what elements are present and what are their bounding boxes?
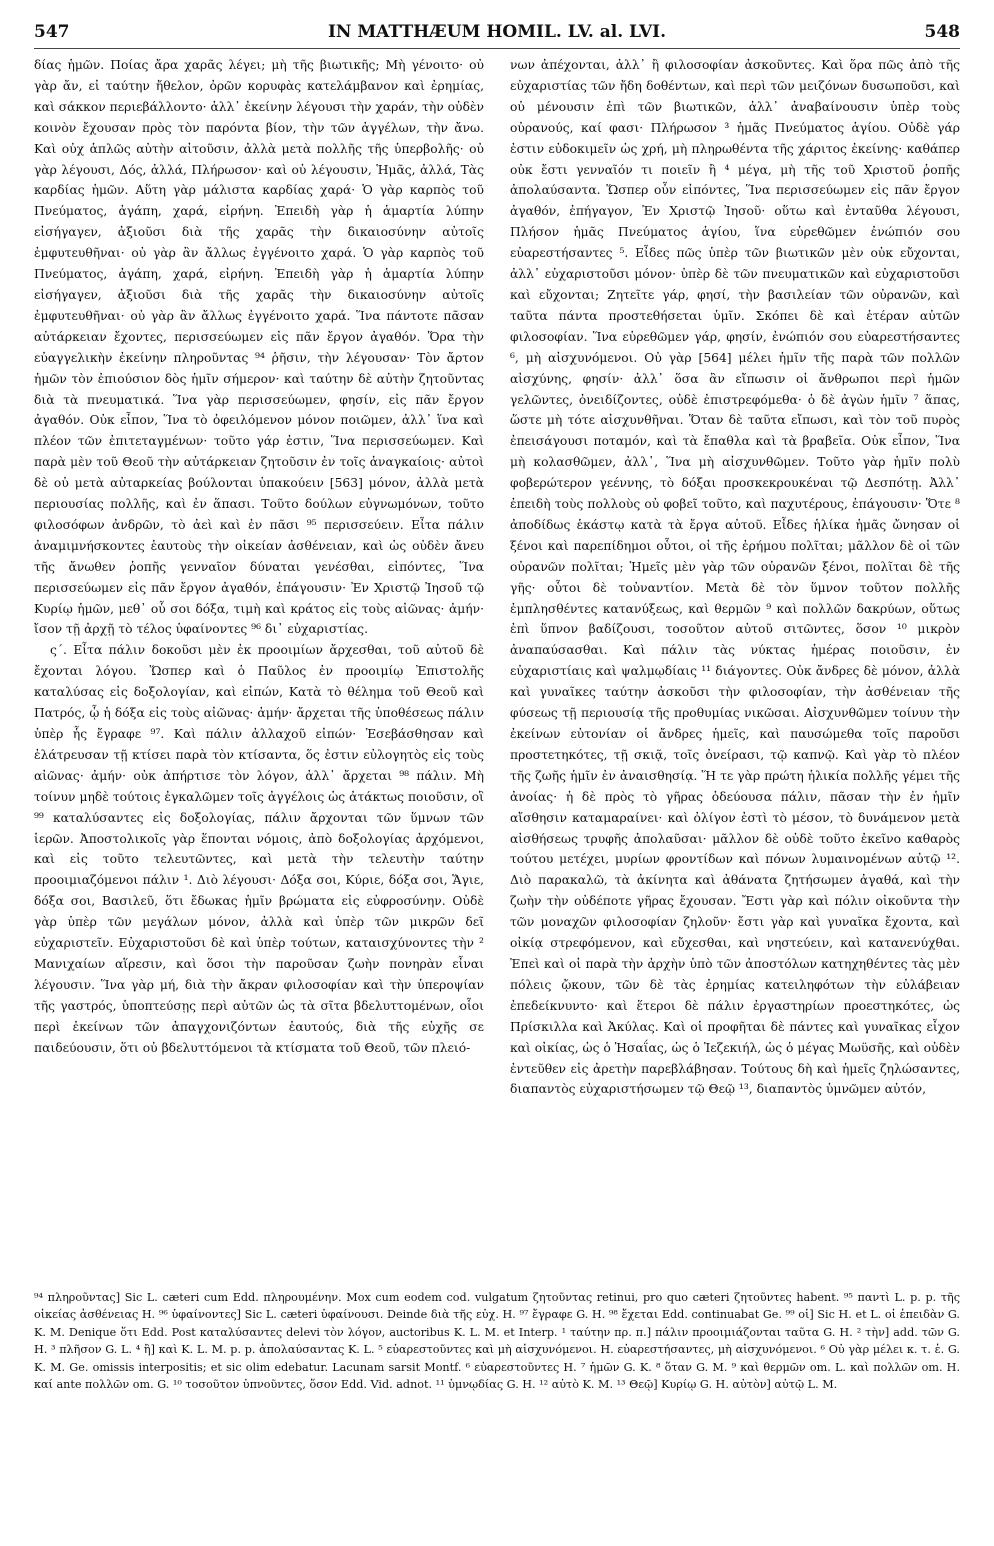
footnotes (34, 1289, 960, 1393)
book-page (34, 22, 960, 1392)
left-column-paragraph: ς΄. Εἶτα πάλιν δοκοῦσι μὲν ἐκ προοιμίων ἄρχεσθαι, τοῦ αὐτοῦ δὲ ἔχονται λόγου. Ὥσπερ καὶ ὁ Παῦλος ἐν προοιμίῳ Ἐπιστολῆς καταλύσας εἰς δοξολογίαν, καὶ εἰπών, Κατὰ τὸ θέλημα τοῦ Θεοῦ καὶ Πατρός, ᾧ ἡ δόξα εἰς τοὺς αἰῶνας· ἀμήν· ἄρχεται τῆς ὑποθέσεως πάλιν ὑπὲρ ἧς ἔγραφε ⁹⁷. Καὶ πάλιν ἀλλαχοῦ εἰπών· Ἐσεβάσθησαν καὶ ἐλάτρευσαν τῇ κτίσει παρὰ τὸν κτίσαντα, ὅς ἐστιν εὐλογητὸς εἰς τοὺς αἰῶνας· ἀμήν· οὐκ ἀπήρτισε τὸν λόγον, ἀλλ᾽ ἄρχεται ⁹⁸ πάλιν. Μὴ τοίνυν μηδὲ τούτοις ἐγκαλῶμεν τοῖς ἀγγέλοις ὡς ἀτάκτως ποιοῦσιν, οἳ ⁹⁹ καταλύσαντες εἰς δοξολογίας, πάλιν ἄρχονται τῶν ὕμνων τῶν ἱερῶν. Ἀποστολικοῖς γὰρ ἕπονται νόμοις, ἀπὸ δοξολογίας ἀρχόμενοι, καὶ εἰς τοῦτο τελευτῶντες, καὶ μετὰ τὴν τελευτὴν ταύτην προοιμιαζόμενοι πάλιν ¹. Διὸ λέγουσι· Δόξα σοι, Κύριε, δόξα σοι, Ἅγιε, δόξα σοι, Βασιλεῦ, ὅτι ἔδωκας ἡμῖν βρώματα εἰς εὐφροσύνην. Οὐδὲ γὰρ ὑπὲρ τῶν μεγάλων μόνον, ἀλλὰ καὶ ὑπὲρ τῶν μικρῶν δεῖ εὐχαριστεῖν. Εὐχαριστοῦσι δὲ καὶ ὑπὲρ τούτων, καταισχύνοντες τὴν ² Μανιχαίων αἵρεσιν, καὶ ὅσοι τὴν παροῦσαν ζωὴν πονηρὰν εἶναι λέγουσιν. Ἵνα γὰρ μή, διὰ τὴν ἄκραν φιλοσοφίαν καὶ τὴν ὑπεροψίαν τῆς γαστρός, ὑποπτεύσῃς περὶ αὐτῶν ὡς τὰ σῖτα βδελυττομένων, οἷοι περὶ ἐκείνων τῶν ἀπαγχονιζόντων ἑαυτούς, διὰ τῆς εὐχῆς σε παιδεύουσιν, ὅτι οὐ βδελυττόμενοι τὰ κτίσματα τοῦ Θεοῦ, τῶν πλειό- (34, 643, 484, 1055)
running-title: IN MATTHÆUM HOMIL. LV. al. LVI. (327, 22, 667, 42)
left-column (34, 55, 484, 1059)
left-column-paragraph: δίας ἡμῶν. Ποίας ἄρα χαρᾶς λέγει; μὴ τῆς βιωτικῆς; Μὴ γένοιτο· οὐ γὰρ ἄν, εἰ ταύτην ἤθελον, ὀρῶν κορυφὰς κατελάμβανον καὶ ἐρημίας, καὶ σάκκον περιεβάλλοντο· ἀλλ᾽ ἐκείνην λέγουσι τὴν χαράν, τὴν οὐδὲν κοινὸν ἔχουσαν πρὸς τὸν παρόντα βίον, τὴν τῶν ἀγγέλων, τὴν ἄνω. Καὶ οὐχ ἁπλῶς αὐτὴν αἰτοῦσιν, ἀλλὰ μετὰ πολλῆς τῆς ὑπερβολῆς· οὐ γὰρ λέγουσι, Δός, ἀλλά, Πλήρωσον· καὶ οὐ λέγουσιν, Ἡμᾶς, ἀλλά, Τὰς καρδίας ἡμῶν. Αὕτη γὰρ μάλιστα καρδίας χαρά· Ὁ γὰρ καρπὸς τοῦ Πνεύματος, ἀγάπη, χαρά, εἰρήνη. Ἐπειδὴ γὰρ ἡ ἁμαρτία λύπην εἰσήγαγεν, ἀξιοῦσι διὰ τῆς χαρᾶς τὴν δικαιοσύνην αὐτοῖς ἐμφυτευθῆναι· οὐ γὰρ ἂν ἄλλως ἐγγένοιτο χαρά. Ὁ γὰρ καρπὸς τοῦ Πνεύματος, ἀγάπη, χαρά, εἰρήνη. Ἐπειδὴ γὰρ ἡ ἁμαρτία λύπην εἰσήγαγεν, ἀξιοῦσι διὰ τῆς χαρᾶς τὴν δικαιοσύνην αὐτοῖς ἐμφυτευθῆναι· οὐ γὰρ ἂν ἄλλως ἐγγένοιτο χαρά. Ἵνα πάντοτε πᾶσαν αὐτάρκειαν ἔχοντες, περισσεύωμεν εἰς πᾶν ἔργον ἀγαθόν. Ὅρα τὴν εὐαγγελικὴν ἐκείνην πληροῦντας ⁹⁴ ῥῆσιν, τὴν λέγουσαν· Τὸν ἄρτον ἡμῶν τὸν ἐπιούσιον δὸς ἡμῖν σήμερον· καὶ ταύτην δὲ αὐτὴν ζητοῦντας διὰ τὰ πνευματικά. Ἵνα γὰρ περισσεύωμεν, φησίν, εἰς πᾶν ἔργον ἀγαθόν. Οὐκ εἶπον, Ἵνα τὸ ὀφειλόμενον μόνον ποιῶμεν, ἀλλ᾽ ἵνα καὶ πλέον τῶν ἐπιτεταγμένων· τοῦτο γάρ ἐστιν, Ἵνα περισσεύωμεν. Καὶ παρὰ μὲν τοῦ Θεοῦ τὴν αὐτάρκειαν ζητοῦσιν ἐν τοῖς ἀναγκαίοις· αὐτοὶ δὲ οὐ μετὰ αὐταρκείας βούλονται ὑπακούειν [563] μόνον, ἀλλὰ μετὰ περιουσίας πολλῆς, καὶ ἐν ἅπασι. Τοῦτο δούλων εὐγνωμόνων, τοῦτο φιλοσόφων ἀνδρῶν, τὸ ἀεὶ καὶ ἐν πᾶσι ⁹⁵ περισσεύειν. Εἶτα πάλιν ἀναμιμνήσκοντες ἑαυτοὺς τὴν οἰκείαν ἀσθένειαν, καὶ ὡς οὐδὲν ἄνευ τῆς ἄνωθεν ῥοπῆς γενναῖον δύναται γενέσθαι, εἰπόντες, Ἵνα περισσεύωμεν εἰς πᾶν ἔργον ἀγαθόν, ἐπάγουσιν· Ἐν Χριστῷ Ἰησοῦ τῷ Κυρίῳ ἡμῶν, μεθ᾽ οὗ σοι δόξα, τιμὴ καὶ κράτος εἰς τοὺς αἰῶνας· ἀμήν· ἴσον τῇ ἀρχῇ τὸ τέλος ὑφαίνοντες ⁹⁶ δι᾽ εὐχαριστίας. (34, 58, 484, 637)
running-header (34, 22, 960, 49)
footnote-text: ⁹⁴ πληροῦντας] Sic L. cæteri cum Edd. πληρουμένην. Mox cum eodem cod. vulgatum ζητοῦντας retinui, pro quo cæteri ζητοῦντες habent. ⁹⁵ παντὶ L. p. p. τῆς οἰκείας ἀσθένειας H. ⁹⁶ ὑφαίνοντες] Sic L. cæteri ὑφαίνουσι. Deinde διὰ τῆς εὐχ. H. ⁹⁷ ἔγραφε G. H. ⁹⁸ ἔχεται Edd. continuabat Ge. ⁹⁹ οἱ] Sic H. et L. οἱ ἐπειδὰν G. K. M. Denique ὅτι Edd. Post καταλύσαντες delevi τὸν λόγον, auctoribus K. L. M. et Interp. ¹ ταύτην πρ. π.] πάλιν προοιμιάζονται ταῦτα G. H. ² τὴν] add. τῶν G. H. ³ πλῆσον G. L. ⁴ ἢ] καὶ K. L. M. p. p. ἀπολαύσαντας K. L. ⁵ εὐαρεστοῦντες καὶ μὴ αἰσχυνόμενοι. H. εὐαρεστήσαντες, μὴ αἰσχυνόμενοι. ⁶ Οὐ γὰρ μέλει κ. τ. ἑ. G. K. M. Ge. omissis interpositis; et sic olim edebatur. Lacunam sarsit Montf. ⁶ εὐαρεστοῦντες H. ⁷ ἡμῶν G. K. ⁸ ὅταν G. M. ⁹ καὶ θερμῶν om. L. καὶ πολλῶν om. H. καί ante πολλῶν om. G. ¹⁰ τοσοῦτον ὑπνοῦντες, ὅσον Edd. Vid. adnot. ¹¹ ὑμνῳδίας G. H. ¹² αὐτὸ K. M. ¹³ Θεῷ] Κυρίῳ G. H. αὐτὸν] αὐτῷ L. M. (34, 1291, 960, 1392)
right-column (510, 55, 960, 1100)
right-page-number: 548 (924, 22, 960, 42)
left-page-number: 547 (34, 22, 70, 42)
right-column-paragraph: νων ἀπέχονται, ἀλλ᾽ ἢ φιλοσοφίαν ἀσκοῦντες. Καὶ ὅρα πῶς ἀπὸ τῆς εὐχαριστίας τῶν ἤδη δοθέντων, καὶ περὶ τῶν μειζόνων δυσωποῦσι, καὶ οὐ μένουσιν ἐπὶ τῶν βιωτικῶν, ἀλλ᾽ ἀναβαίνουσιν ὑπὲρ τοὺς οὐρανούς, καί φασι· Πλήρωσον ³ ἡμᾶς Πνεύματος ἁγίου. Οὐδὲ γάρ ἐστιν εὐδοκιμεῖν ὡς χρή, μὴ πληρωθέντα τῆς χάριτος ἐκείνης· καθάπερ οὐκ ἔστι γενναῖόν τι ποιεῖν ἢ ⁴ μέγα, μὴ τῆς τοῦ Χριστοῦ ῥοπῆς ἀπολαύσαντα. Ὥσπερ οὖν εἰπόντες, Ἵνα περισσεύωμεν εἰς πᾶν ἔργον ἀγαθόν, ἐπήγαγον, Ἐν Χριστῷ Ἰησοῦ· οὕτω καὶ ἐνταῦθα λέγουσι, Πλήσον ἡμᾶς Πνεύματος ἁγίου, ἵνα εὑρεθῶμεν ἐνώπιόν σου εὐαρεστήσαντες ⁵. Εἶδες πῶς ὑπὲρ τῶν βιωτικῶν μὲν οὐκ εὔχονται, ἀλλ᾽ εὐχαριστοῦσι μόνον· ὑπὲρ δὲ τῶν πνευματικῶν καὶ εὐχαριστοῦσι καὶ εὔχονται; Ζητεῖτε γάρ, φησί, τὴν βασιλείαν τῶν οὐρανῶν, καὶ ταῦτα πάντα προστεθήσεται ὑμῖν. Σκόπει δὲ καὶ ἑτέραν αὐτῶν φιλοσοφίαν. Ἵνα εὑρεθῶμεν γάρ, φησίν, ἐνώπιόν σου εὐαρεστήσαντες ⁶, μὴ αἰσχυνόμενοι. Οὐ γὰρ [564] μέλει ἡμῖν τῆς παρὰ τῶν πολλῶν αἰσχύνης, φησίν· ἀλλ᾽ ὅσα ἂν εἴπωσιν οἱ ἄνθρωποι περὶ ἡμῶν γελῶντες, ὀνειδίζοντες, οὐδὲ ἐπιστρεφόμεθα· ὁ δὲ ἀγὼν ἡμῖν ⁷ ἅπας, ὥστε μὴ τότε αἰσχυνθῆναι. Ὅταν δὲ ταῦτα εἴπωσι, καὶ τὸν τοῦ πυρὸς ἐπεισάγουσι ποταμόν, καὶ τὰ ἔπαθλα καὶ τὰ βραβεῖα. Οὐκ εἶπον, Ἵνα μὴ κολασθῶμεν, ἀλλ᾽, Ἵνα μὴ αἰσχυνθῶμεν. Τοῦτο γὰρ ἡμῖν πολὺ φοβερώτερον γεέννης, τὸ δόξαι προσκεκρουκέναι τῷ Δεσπότῃ. Ἀλλ᾽ ἐπειδὴ τοὺς πολλοὺς οὐ φοβεῖ τοῦτο, καὶ παχυτέρους, ἐπάγουσιν· Ὅτε ⁸ ἀποδίδως ἑκάστῳ κατὰ τὰ ἔργα αὐτοῦ. Εἶδες ἡλίκα ἡμᾶς ὤνησαν οἱ ξένοι καὶ παρεπίδημοι οὗτοι, οἱ τῆς ἐρήμου πολῖται; μᾶλλον δὲ οἱ τῶν οὐρανῶν πολῖται; Ἡμεῖς μὲν γὰρ τῶν οὐρανῶν ξένοι, πολῖται δὲ τῆς γῆς· οὗτοι δὲ τοὐναντίον. Μετὰ δὲ τὸν ὕμνον τοῦτον πολλῆς ἐμπλησθέντες κατανύξεως, καὶ θερμῶν ⁹ καὶ πολλῶν δακρύων, οὕτως ἐπὶ ὕπνον βαδίζουσι, τοσοῦτον αὐτοῦ σιτῶντες, ὅσον ¹⁰ μικρὸν ἀναπαύσασθαι. Καὶ πάλιν τὰς νύκτας ἡμέρας ποιοῦσιν, ἐν εὐχαριστίαις καὶ ψαλμῳδίαις ¹¹ διάγοντες. Οὐκ ἄνδρες δὲ μόνον, ἀλλὰ καὶ γυναῖκες ταύτην ἀσκοῦσι τὴν φιλοσοφίαν, τὴν ἀσθένειαν τῆς φύσεως τῇ περιουσίᾳ τῆς προθυμίας νικῶσαι. Αἰσχυνθῶμεν τοίνυν τὴν ἐκείνων εὐτονίαν οἱ ἄνδρες ἡμεῖς, καὶ παυσώμεθα τοῖς παροῦσι προστετηκότες, τῇ σκιᾷ, τοῖς ὀνείρασι, τῷ καπνῷ. Καὶ γὰρ τὸ πλέον τῆς ζωῆς ἡμῖν ἐν ἀναισθησίᾳ. Ἥ τε γὰρ πρώτη ἡλικία πολλῆς γέμει τῆς ἀνοίας· ἡ δὲ πρὸς τὸ γῆρας ὁδεύουσα πάλιν, πᾶσαν τὴν ἐν ἡμῖν αἴσθησιν καταμαραίνει· καὶ ὀλίγον ἐστὶ τὸ μέσον, τὸ δυνάμενον μετὰ αἰσθήσεως τρυφῆς ἀπολαῦσαι· μᾶλλον δὲ οὐδὲ τοῦτο ἐκεῖνο καθαρὸς τούτου μετέχει, μυρίων φροντίδων καὶ πόνων λυμαινομένων αὐτῷ ¹². Διὸ παρακαλῶ, τὰ ἀκίνητα καὶ ἀθάνατα ζητήσωμεν ἀγαθά, καὶ τὴν ζωὴν τὴν οὐδέποτε γῆρας ἔχουσαν. Ἔστι γὰρ καὶ πόλιν οἰκοῦντα τὴν τῶν μοναχῶν φιλοσοφίαν ζηλοῦν· ἔστι γὰρ καὶ γυναῖκα ἔχοντα, καὶ οἰκίᾳ στρεφόμενον, καὶ εὔχεσθαι, καὶ νηστεύειν, καὶ κατανενύχθαι. Ἐπεὶ καὶ οἱ παρὰ τὴν ἀρχὴν ὑπὸ τῶν ἀποστόλων κατηχηθέντες τὰς μὲν πόλεις ᾤκουν, τῶν δὲ τὰς ἐρημίας κατειληφότων τὴν εὐλάβειαν ἐπεδείκνυντο· καὶ ἕτεροι δὲ πάλιν ἐργαστηρίων προεστηκότες, ὡς Πρίσκιλλα καὶ Ἀκύλας. Καὶ οἱ προφῆται δὲ πάντες καὶ γυναῖκας εἶχον καὶ οἰκίας, ὡς ὁ Ἡσαΐας, ὡς ὁ Ἰεζεκιήλ, ὡς ὁ μέγας Μωϋσῆς, καὶ οὐδὲν ἐντεῦθεν εἰς ἀρετὴν παρεβλάβησαν. Τούτους δὴ καὶ ἡμεῖς ζηλώσαντες, διαπαντὸς εὐχαριστήσωμεν τῷ Θεῷ ¹³, διαπαντὸς ὑμνῶμεν αὐτόν, (510, 58, 960, 1097)
text-columns (34, 55, 960, 1285)
